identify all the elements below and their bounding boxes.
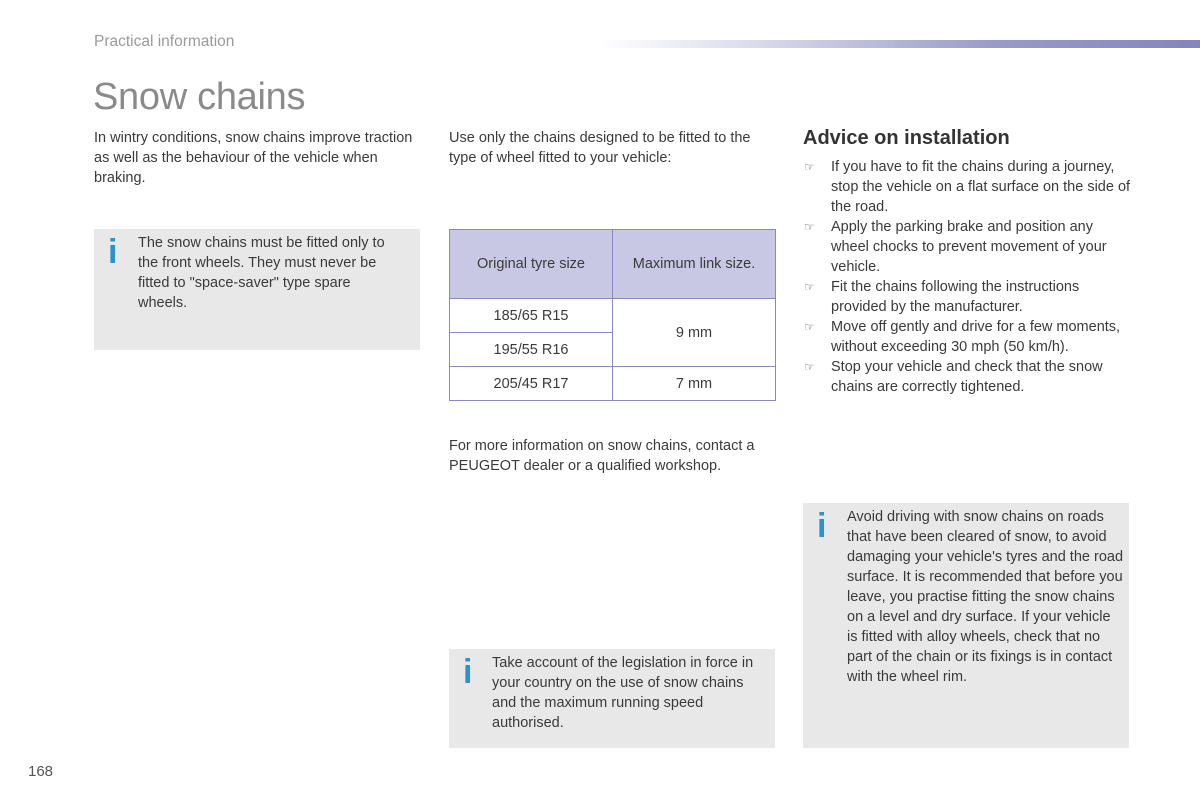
info-text-front-wheels: The snow chains must be fitted only to the front wheels. They must never be fitted to "space-saver" type spare wheels. <box>138 235 385 311</box>
info-icon: i <box>817 507 827 545</box>
list-item: ☞ If you have to fit the chains during a journey, stop the vehicle on a flat surface on the side of the road. <box>804 159 1131 215</box>
list-item: ☞ Move off gently and drive for a few moments, without exceeding 30 mph (50 km/h). <box>804 319 1121 355</box>
info-box-legislation <box>449 649 775 748</box>
section-header: Practical information <box>94 33 235 50</box>
info-icon: i <box>463 653 473 691</box>
link-size-cell: 7 mm <box>613 367 776 401</box>
info-text-legislation: Take account of the legislation in force in your country on the use of snow chains and the maximum running speed authorised. <box>492 655 754 731</box>
pointing-hand-icon: ☞ <box>804 160 815 174</box>
info-text-cleared-roads: Avoid driving with snow chains on roads that have been cleared of snow, to avoid damaging your vehicle's tyres and the road surface. It is recommended that before you leave, you practise fitting the snow chains on a level and dry surface. If your vehicle is fitted with alloy wheels, check that no part of the chain or its fixings is in contact with the wheel rim. <box>847 509 1124 685</box>
advice-heading: Advice on installation <box>803 127 1010 149</box>
header-bar <box>600 40 1200 48</box>
table-row <box>450 367 776 401</box>
pointing-hand-icon: ☞ <box>804 360 815 374</box>
table-header-tyre-size: Original tyre size <box>450 230 613 299</box>
list-item: ☞ Apply the parking brake and position any wheel chocks to prevent movement of your vehicle. <box>804 219 1107 275</box>
intro-paragraph: In wintry conditions, snow chains improve traction as well as the behaviour of the vehicle when braking. <box>94 130 413 186</box>
pointing-hand-icon: ☞ <box>804 220 815 234</box>
tyre-size-cell: 205/45 R17 <box>450 367 613 401</box>
advice-list <box>803 157 1133 397</box>
chains-intro-paragraph: Use only the chains designed to be fitted to the type of wheel fitted to your vehicle: <box>449 130 751 166</box>
tyre-size-table <box>449 229 776 401</box>
info-box-front-wheels <box>94 229 420 350</box>
pointing-hand-icon: ☞ <box>804 320 815 334</box>
page-number: 168 <box>28 763 54 780</box>
page-title: Snow chains <box>93 76 306 118</box>
tyre-size-cell: 195/55 R16 <box>450 333 613 367</box>
table-header-link-size: Maximum link size. <box>613 230 776 299</box>
link-size-cell: 9 mm <box>613 299 776 367</box>
tyre-size-cell: 185/65 R15 <box>450 299 613 333</box>
more-info-paragraph: For more information on snow chains, contact a PEUGEOT dealer or a qualified workshop. <box>449 438 755 474</box>
list-item: ☞ Fit the chains following the instructions provided by the manufacturer. <box>804 279 1080 315</box>
info-icon: i <box>108 233 118 271</box>
info-box-cleared-roads <box>803 503 1129 748</box>
pointing-hand-icon: ☞ <box>804 280 815 294</box>
table-row <box>450 299 776 333</box>
list-item: ☞ Stop your vehicle and check that the snow chains are correctly tightened. <box>804 359 1103 395</box>
